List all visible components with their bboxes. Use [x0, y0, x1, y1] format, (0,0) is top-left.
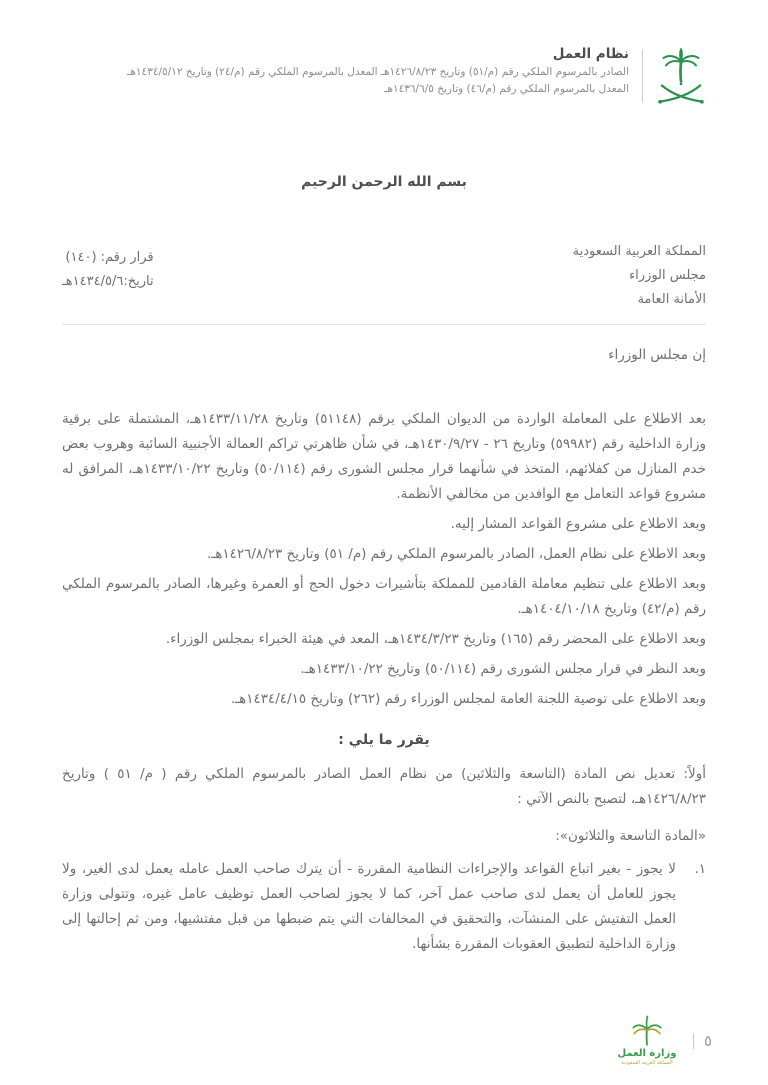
preamble-paragraph: وبعد الاطلاع على المحضر رقم (١٦٥) وتاريخ ١٤٣٤/٣/٢٣هـ، المعد في هيئة الخبراء بمجلس الوزراء. — [165, 631, 706, 647]
header-divider — [642, 49, 643, 103]
decision-number: قرار رقم: (١٤٠) — [65, 250, 154, 265]
opening-line: إن مجلس الوزراء — [608, 347, 706, 363]
meta-block — [62, 240, 706, 312]
preamble-paragraph: وبعد الاطلاع على توصية اللجنة العامة لمجلس الوزراء رقم (٢٦٢) وتاريخ ١٤٣٤/٤/١٥هـ. — [230, 691, 706, 707]
decision-ref-block — [62, 246, 154, 294]
country-name: المملكة العربية السعودية — [572, 244, 706, 259]
preamble-paragraph: وبعد النظر في قرار مجلس الشورى رقم (٥٠/١١٤) وتاريخ ١٤٣٣/١٠/٢٢هـ. — [300, 661, 706, 677]
page-number-divider — [693, 1033, 694, 1049]
section-divider — [62, 324, 706, 325]
preamble-paragraph: بعد الاطلاع على المعاملة الواردة من الديوان الملكي برقم (٥١١٤٨) وتاريخ ١٤٣٣/١١/٢٨هـ، المشتملة على برقية وزارة الداخلية رقم (٥٩٩٨٢) وتاريخ ٢٦ - ١٤٣٠/٩/٢٧هـ، في شأن ظاهرتي تراكم العمالة الأجنبية السائبة وهروب بعض خدم المنازل من كفلائهم، المتخذ في شأنهما قرار مجلس الشورى رقم (٥٠/١١٤) وتاريخ ١٤٣٣/١٠/٢٢هـ، المرافق له مشروع قواعد التعامل مع الوافدين من مخالفي الأنظمة. — [62, 411, 706, 502]
preamble-section — [62, 407, 706, 712]
decision-date: تاريخ:١٤٣٤/٥/٦هـ — [62, 274, 154, 289]
council-name: مجلس الوزراء — [629, 268, 706, 283]
issuing-authority-block — [573, 240, 706, 312]
page-number: ٥ — [703, 1031, 712, 1050]
secretariat-name: الأمانة العامة — [637, 292, 706, 307]
preamble-paragraph: وبعد الاطلاع على نظام العمل، الصادر بالمرسوم الملكي رقم (م/ ٥١) وتاريخ ١٤٢٦/٨/٢٣هـ. — [207, 546, 706, 562]
header-text-block — [62, 44, 629, 98]
first-clause: أولاً: تعديل نص المادة (التاسعة والثلاثين) من نظام العمل الصادر بالمرسوم الملكي رقم ( م/ ٥١ ) وتاريخ ١٤٢٦/٨/٢٣هـ، لتصبح بالنص الآتي : — [62, 766, 706, 807]
preamble-paragraph: وبعد الاطلاع على تنظيم معاملة القادمين للمملكة بتأشيرات دخول الحج أو العمرة وغيرها، الصادر بالمرسوم الملكي رقم (م/٤٢) وتاريخ ١٤٠٤/١٠/١٨هـ. — [62, 576, 706, 617]
document-header — [62, 44, 706, 110]
ministry-palm-icon — [630, 1014, 664, 1048]
basmala: بسم الله الرحمن الرحيم — [301, 174, 467, 190]
ministry-of-labor-logo — [611, 1014, 683, 1067]
item-marker: ١. — [694, 861, 706, 877]
page-footer — [0, 1014, 768, 1067]
article-item-1 — [62, 857, 706, 957]
ministry-subtitle: المملكة العربية السعودية — [621, 1060, 673, 1066]
decree-line-1: الصادر بالمرسوم الملكي رقم (م/٥١) وتاريخ ١٤٢٦/٨/٢٣هـ المعدل بالمرسوم الملكي رقم (م/٢٤) وتاريخ ١٤٣٤/٥/١٢هـ — [127, 66, 629, 78]
ministry-name: وزارة العمل — [617, 1048, 677, 1059]
law-title: نظام العمل — [552, 46, 629, 62]
decision-heading: يقرر ما يلي : — [338, 732, 430, 748]
item-text: لا يجوز - بغير اتباع القواعد والإجراءات النظامية المقررة - أن يترك صاحب العمل عامله يعمل لدى الغير، ولا يجوز للعامل أن يعمل لدى صاحب عمل آخر، كما لا يجوز لصاحب العمل توظيف عامل غيره، وتتولى وزارة العمل التفتيش على المنشآت، والتحقيق في المخالفات التي يتم ضبطها من قبل مفتشيها، ومن ثم إحالتها إلى وزارة الداخلية لتطبيق العقوبات المقررة بشأنها. — [62, 861, 676, 952]
article-heading: «المادة التاسعة والثلاثون»: — [555, 828, 706, 844]
saudi-emblem-icon — [656, 46, 706, 110]
preamble-paragraph: وبعد الاطلاع على مشروع القواعد المشار إليه. — [450, 516, 706, 532]
decree-line-2: المعدل بالمرسوم الملكي رقم (م/٤٦) وتاريخ ١٤٣٦/٦/٥هـ — [384, 83, 629, 95]
